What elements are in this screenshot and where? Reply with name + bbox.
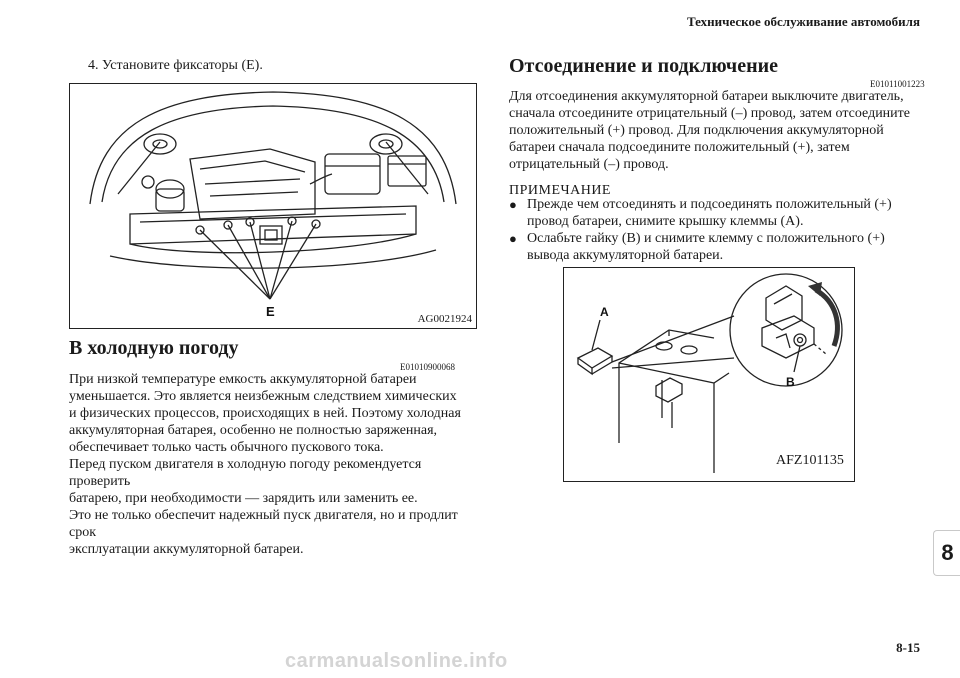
note-item — [509, 196, 924, 230]
text-line: эксплуатации аккумуляторной батареи. — [69, 542, 304, 557]
battery-terminal-figure — [563, 267, 855, 482]
text-line: положительный (+) провод. Для подключения аккумуляторной — [509, 123, 884, 138]
text-line: и физических процессов, происходящих в ней. Поэтому холодная — [69, 406, 461, 421]
heading-disconnect-code: E01011001223 — [870, 79, 925, 89]
note-line: Прежде чем отсоединять и подсоединять положительный (+) — [527, 197, 892, 212]
text-line: Перед пуском двигателя в холодную погоду рекомендуется проверить — [69, 457, 422, 489]
cold-weather-text — [69, 371, 479, 558]
step-4: 4. Установите фиксаторы (E). — [88, 58, 263, 73]
note-line: вывода аккумуляторной батареи. — [527, 248, 724, 263]
text-line: батарею, при необходимости — зарядить или заменить ее. — [69, 491, 418, 506]
figure2-code: AFZ101135 — [776, 453, 844, 468]
note-title: ПРИМЕЧАНИЕ — [509, 183, 611, 198]
heading-disconnect-connect: Отсоединение и подключение — [509, 55, 779, 77]
note-bullets — [509, 196, 924, 264]
heading-cold-weather-code: E01010900068 — [400, 362, 455, 372]
text-line: батареи сначала подсоедините положительный (+), затем — [509, 140, 850, 155]
disconnect-text — [509, 88, 924, 173]
figure2-label-b: B — [786, 375, 795, 389]
engine-bay-illustration — [70, 84, 476, 328]
text-line: обеспечивает только часть обычного пускового тока. — [69, 440, 384, 455]
watermark[interactable]: carmanualsonline.info — [285, 650, 508, 672]
note-item — [509, 230, 924, 264]
bullet-dot-icon: ● — [509, 197, 517, 212]
engine-bay-figure — [69, 83, 477, 329]
text-line: отрицательный (–) провод. — [509, 157, 669, 172]
heading-cold-weather: В холодную погоду — [69, 337, 239, 359]
battery-terminal-illustration — [564, 268, 854, 481]
page-number: 8-15 — [896, 640, 920, 655]
figure1-label-e: E — [266, 304, 275, 319]
text-line: сначала отсоедините отрицательный (–) провод, затем отсоедините — [509, 106, 910, 121]
note-line: Ослабьте гайку (B) и снимите клемму с положительного (+) — [527, 231, 885, 246]
text-line: аккумуляторная батарея, особенно не полностью заряженная, — [69, 423, 438, 438]
text-line: уменьшается. Это является неизбежным следствием химических — [69, 389, 457, 404]
figure1-code: AG0021924 — [417, 313, 472, 325]
bullet-dot-icon: ● — [509, 231, 517, 246]
section-tab[interactable]: 8 — [933, 530, 960, 576]
text-line: Для отсоединения аккумуляторной батареи выключите двигатель, — [509, 89, 904, 104]
running-header: Техническое обслуживание автомобиля — [686, 14, 920, 29]
text-line: При низкой температуре емкость аккумуляторной батареи — [69, 372, 417, 387]
note-line: провод батареи, снимите крышку клеммы (A). — [527, 214, 804, 229]
text-line: Это не только обеспечит надежный пуск двигателя, но и продлит срок — [69, 508, 458, 540]
figure2-label-a: A — [600, 305, 609, 319]
